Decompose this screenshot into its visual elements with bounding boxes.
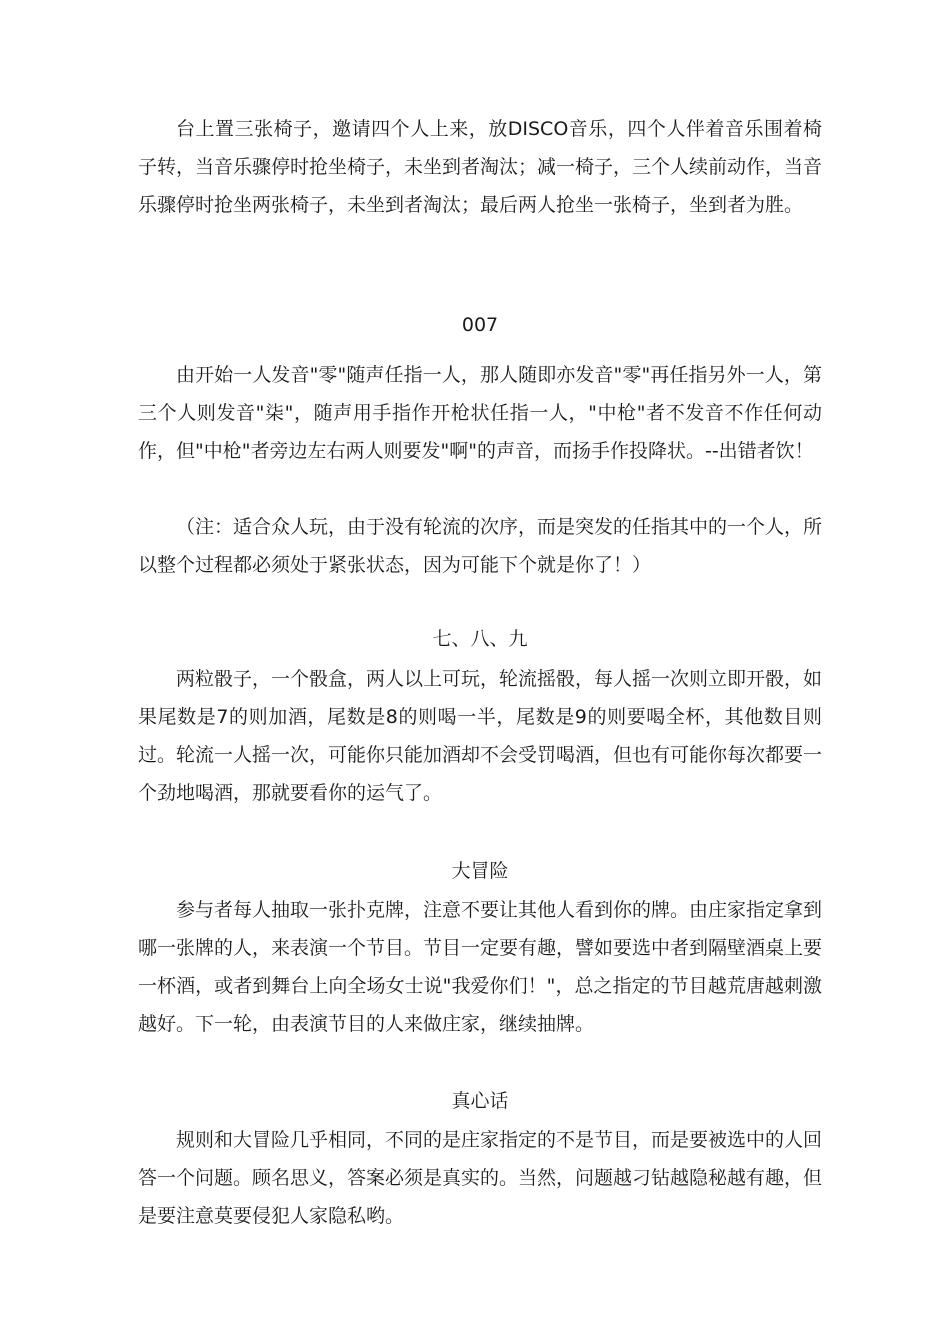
heading-truth: 真心话 <box>451 1090 509 1112</box>
paragraph-truth: 规则和大冒险几乎相同，不同的是庄家指定的不是节目，而是要被选中的人回答一个问题。顾名思义，答案必须是真实的。当然，问题越刁钻越隐秘越有趣，但是要注意莫要侵犯人家隐私哟。 <box>138 1129 823 1227</box>
note-007: （注：适合众人玩，由于没有轮流的次序，而是突发的任指其中的一个人，所以整个过程都必须处于紧张状态，因为可能下个就是你了！） <box>138 516 823 576</box>
heading-007: 007 <box>461 314 499 336</box>
intro-paragraph: 台上置三张椅子，邀请四个人上来，放DISCO音乐，四个人伴着音乐围着椅子转，当音乐骤停时抢坐椅子，未坐到者淘汰；减一椅子，三个人续前动作，当音乐骤停时抢坐两张椅子，未坐到者淘汰；最后两人抢坐一张椅子，坐到者为胜。 <box>138 118 823 216</box>
paragraph-seven-eight-nine: 两粒骰子，一个骰盒，两人以上可玩，轮流摇骰，每人摇一次则立即开骰，如果尾数是7的则加酒，尾数是8的则喝一半，尾数是9的则要喝全杯，其他数目则过。轮流一人摇一次，可能你只能加酒却不会受罚喝酒，但也有可能你每次都要一个劲地喝酒，那就要看你的运气了。 <box>138 668 823 804</box>
paragraph-007: 由开始一人发音"零"随声任指一人，那人随即亦发音"零"再任指另外一人，第三个人则发音"柒"，随声用手指作开枪状任指一人，"中枪"者不发音不作任何动作，但"中枪"者旁边左右两人则要发"啊"的声音，而扬手作投降状。--出错者饮！ <box>138 364 822 462</box>
heading-dare: 大冒险 <box>451 860 509 882</box>
paragraph-dare: 参与者每人抽取一张扑克牌，注意不要让其他人看到你的牌。由庄家指定拿到哪一张牌的人，来表演一个节目。节目一定要有趣，譬如要选中者到隔壁酒桌上要一杯酒，或者到舞台上向全场女士说"我爱你们！"，总之指定的节目越荒唐越刺激越好。下一轮，由表演节目的人来做庄家，继续抽牌。 <box>138 899 823 1035</box>
heading-seven-eight-nine: 七、八、九 <box>432 628 528 650</box>
